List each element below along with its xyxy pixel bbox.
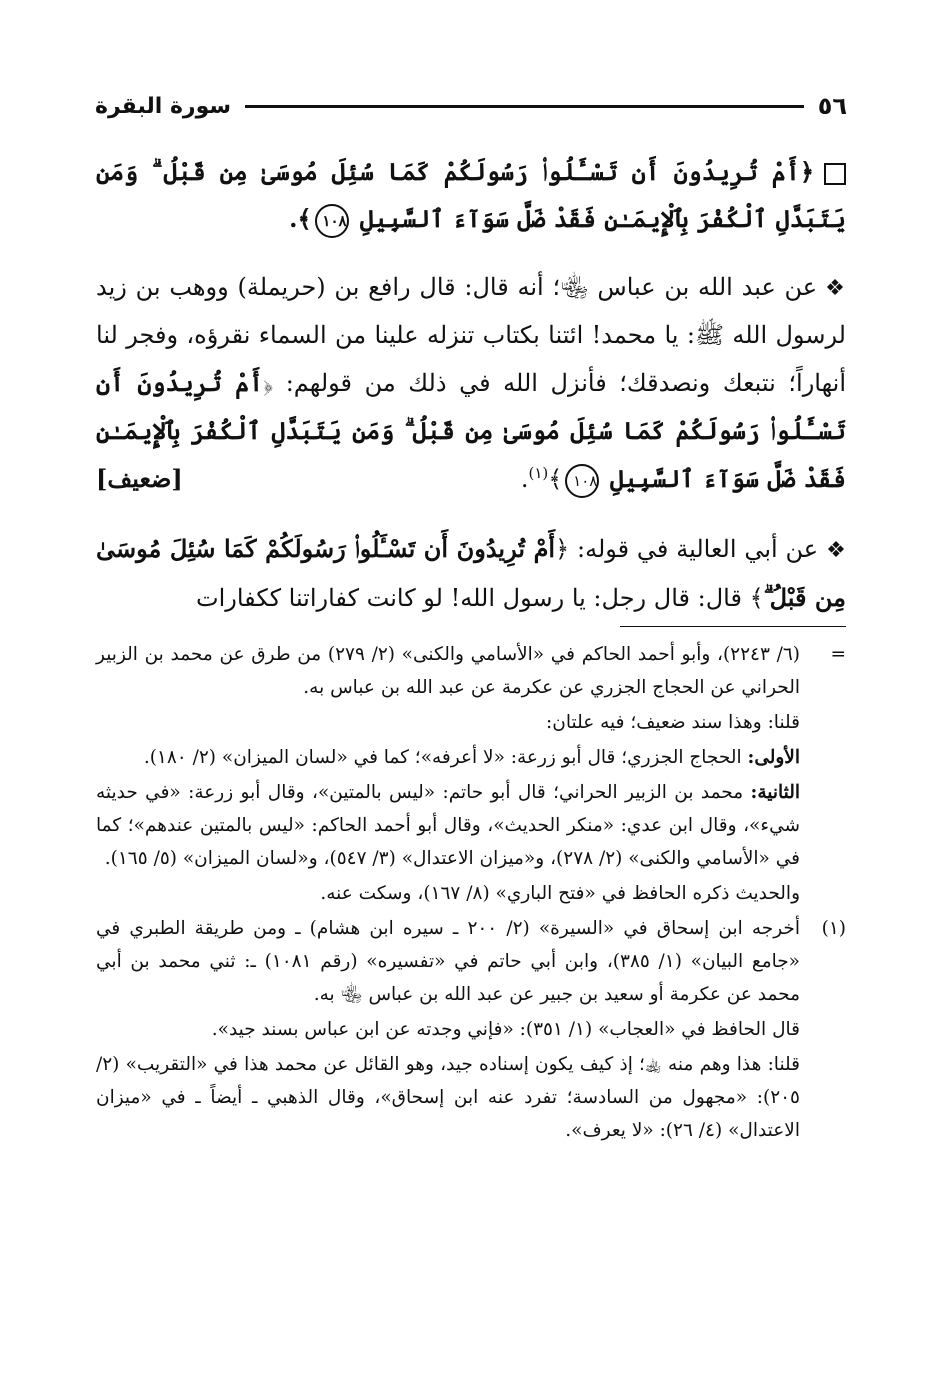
first-defect-text: الحجاج الجزري؛ قال أبو زرعة: «لا أعرفه»؛ كما في «لسان الميزان» (٢/ ١٨٠). [143,747,742,768]
diamond-bullet-icon: ❖ [825,276,846,301]
footnote-1-body [96,912,800,1149]
hadith-1-quote: أَمْ تُرِيدُونَ أَن تَسْـَٔلُوا۟ رَسُولَكُمْ كَمَا سُئِلَ مُوسَىٰ مِن قَبْلُ ۗ وَمَن يَتَبَدَّلِ ٱلْكُفْرَ بِٱلْإِيمَـٰنِ فَقَدْ ضَلَّ سَوَآءَ ٱلسَّبِيلِ [96,368,846,493]
footnote-separator [620,626,846,627]
header-rule [245,105,804,108]
footnote-1-marker: (١) [821,918,846,939]
verse-open-bracket: ﴿ [799,157,814,186]
footnote-continuation-marker: = [830,644,846,665]
verse-text: أَمْ تُرِيدُونَ أَن تَسْـَٔلُوا۟ رَسُولَكُمْ كَمَا سُئِلَ مُوسَىٰ مِن قَبْلُ ۗ وَمَن يَتَبَدَّلِ ٱلْكُفْرَ بِٱلْإِيمَـٰنِ فَقَدْ ضَلَّ سَوَآءَ ٱلسَّبِيلِ [96,157,846,233]
hadith-paragraph-1 [96,264,846,503]
hadith-paragraph-2 [96,525,846,622]
verse-close-bracket: ﴾. [289,204,312,233]
first-defect-label: الأولى: [747,747,800,768]
hadith-1-quote-open: ﴿ [263,369,274,397]
footnote-paragraph: قال الحافظ في «العجاب» (١/ ٣٥١): «فإني وجدته عن ابن عباس بسند جيد». [211,1019,800,1040]
diamond-bullet-icon: ❖ [826,538,846,563]
footnote-paragraph: قلنا: هذا وهم منه ﵀؛ إذ كيف يكون إسناده جيد، وهو القائل عن محمد هذا في «التقريب» (٢/ ٢٠٥): «مجهول من السادسة؛ تفرد عنه ابن إسحاق»، وقال الذهبي ـ أيضاً ـ في «ميزان الاعتدال» (٤/ ٢٦): «لا يعرف». [96,1054,800,1141]
footnote-continuation-body [96,638,800,912]
ayah-number-badge: ١٠٨ [315,204,349,238]
verse-paragraph [96,148,846,242]
footnote-paragraph [96,776,800,875]
hadith-1-ayah-number-badge: ١٠٨ [565,464,599,498]
hadith-1-quote-close: ﴾ [548,465,563,493]
footnote-paragraph [96,741,800,774]
footnotes [96,638,846,1149]
main-text [96,148,846,644]
page-header [95,88,847,124]
hadith-2-quote-close: ﴾ [749,584,764,612]
hadith-grade-label: [ضعيف] [96,464,183,493]
hadith-1-end: . [520,465,529,493]
footnote-paragraph: والحديث ذكره الحافظ في «فتح الباري» (٨/ ١٦٧)، وسكت عنه. [320,883,800,904]
footnote-1 [96,912,846,1149]
hadith-2-intro: عن أبي العالية في قوله: [576,535,819,563]
footnote-continuation [96,638,846,912]
second-defect-label: الثانية: [750,782,800,803]
hadith-2-quote-open: ﴿ [555,535,570,563]
hadith-2-quote: أَمْ تُرِيدُونَ أَن تَسْـَٔلُوا۟ رَسُولَكُمْ كَمَا سُئِلَ مُوسَىٰ مِن قَبْلُ ۗ [96,534,846,612]
hadith-1-intro: عن عبد الله بن عباس ﵄؛ أنه قال: قال رافع بن (حريملة) ووهب بن زيد لرسول الله ﷺ: يا محمد! ائتنا بكتاب تنزله علينا من السماء نقرؤه، وفجر لنا أنهاراً؛ نتبعك ونصدقك؛ فأنزل الله في ذلك من قولهم: [96,273,847,397]
page-number: ٥٦ [817,92,847,120]
footnote-paragraph: قلنا: وهذا سند ضعيف؛ فيه علتان: [546,712,800,733]
footnote-paragraph: (٦/ ٢٢٤٣)، وأبو أحمد الحاكم في «الأسامي والكنى» (٢/ ٢٧٩) من طرق عن محمد بن الزبير الحراني عن الحجاج الجزري عن عكرمة عن عبد الله بن عباس به. [96,644,800,698]
hadith-2-rest: قال: قال رجل: يا رسول الله! لو كانت كفاراتنا ككفارات [196,584,742,612]
second-defect-text: محمد بن الزبير الحراني؛ قال أبو حاتم: «ليس بالمتين»، وقال أبو زرعة: «في حديثه شيء»، وقال ابن عدي: «منكر الحديث»، وقال أبو أحمد الحاكم: «ليس بالمتين عندهم»؛ كما في «الأسامي والكنى» (٢/ ٢٧٨)، و«ميزان الاعتدال» (٣/ ٥٤٧)، و«لسان الميزان» (٥/ ١٦٥). [96,782,800,869]
surah-name: سورة البقرة [95,93,232,119]
footnote-paragraph: أخرجه ابن إسحاق في «السيرة» (٢/ ٢٠٠ ـ سيره ابن هشام) ـ ومن طريقة الطبري في «جامع البيان» (١/ ٣٨٥)، وابن أبي حاتم في «تفسيره» (رقم ١٠٨١) ـ: ثني محمد بن أبي محمد عن عكرمة أو سعيد بن جبير عن عبد الله بن عباس ﵄ به. [96,918,800,1005]
footnote-reference-1[interactable]: (١) [528,464,549,482]
square-box-icon [824,163,846,185]
